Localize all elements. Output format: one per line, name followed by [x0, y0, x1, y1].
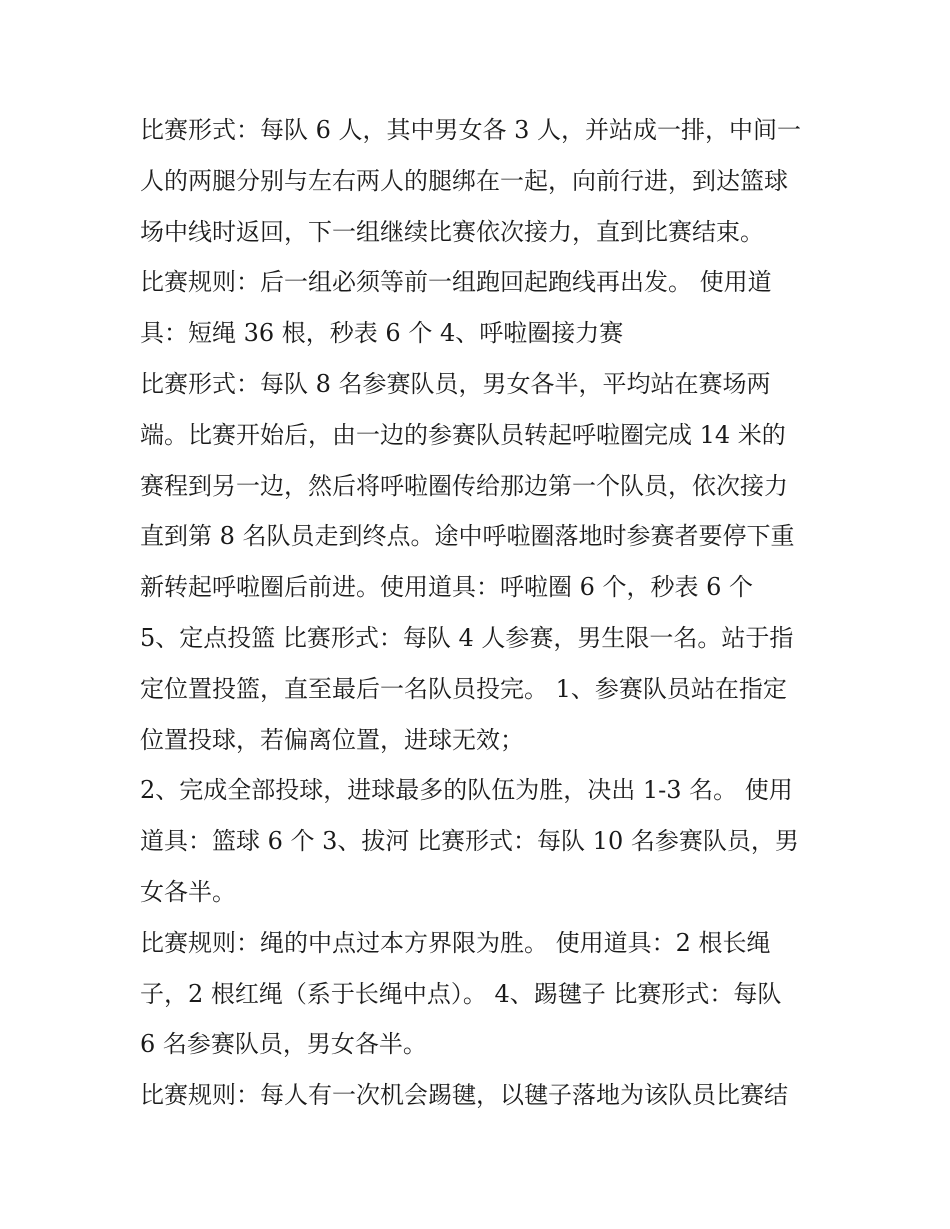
text-line: 比赛形式：每队 6 人，其中男女各 3 人，并站成一排，中间一: [140, 116, 802, 144]
text-line: 6 名参赛队员，男女各半。: [140, 1030, 427, 1059]
text-line: 新转起呼啦圈后前进。使用道具：呼啦圈 6 个，秒表 6 个: [140, 573, 754, 602]
text-line: 赛程到另一边，然后将呼啦圈传给那边第一个队员，依次接力: [140, 471, 788, 500]
text-line: 人的两腿分别与左右两人的腿绑在一起，向前行进，到达篮球: [140, 166, 788, 195]
text-line: 比赛形式：每队 8 名参赛队员，男女各半，平均站在赛场两: [140, 369, 771, 398]
document-body: [140, 105, 820, 1121]
text-line: 具：短绳 36 根，秒表 6 个 4、呼啦圈接力赛: [140, 319, 624, 348]
text-line: 5、定点投篮 比赛形式：每队 4 人参赛，男生限一名。站于指: [140, 623, 794, 652]
text-line: 场中线时返回，下一组继续比赛依次接力，直到比赛结束。: [140, 217, 764, 246]
text-line: 端。比赛开始后，由一边的参赛队员转起呼啦圈完成 14 米的: [140, 420, 786, 449]
text-line: 比赛规则：每人有一次机会踢毽，以毽子落地为该队员比赛结: [140, 1081, 788, 1110]
text-line: 位置投球，若偏离位置，进球无效；: [140, 725, 524, 754]
text-line: 比赛规则：后一组必须等前一组跑回起跑线再出发。 使用道: [140, 268, 772, 297]
text-line: 道具：篮球 6 个 3、拔河 比赛形式：每队 10 名参赛队员，男: [140, 827, 799, 856]
text-line: 比赛规则：绳的中点过本方界限为胜。 使用道具：2 根长绳: [140, 928, 771, 957]
text-line: 子，2 根红绳（系于长绳中点）。 4、踢毽子 比赛形式：每队: [140, 979, 782, 1008]
text-line: 直到第 8 名队员走到终点。途中呼啦圈落地时参赛者要停下重: [140, 522, 795, 551]
text-line: 定位置投篮，直至最后一名队员投完。 1、参赛队员站在指定: [140, 674, 787, 703]
text-line: 女各半。: [140, 877, 236, 906]
text-line: 2、完成全部投球，进球最多的队伍为胜，决出 1-3 名。 使用: [140, 776, 793, 805]
